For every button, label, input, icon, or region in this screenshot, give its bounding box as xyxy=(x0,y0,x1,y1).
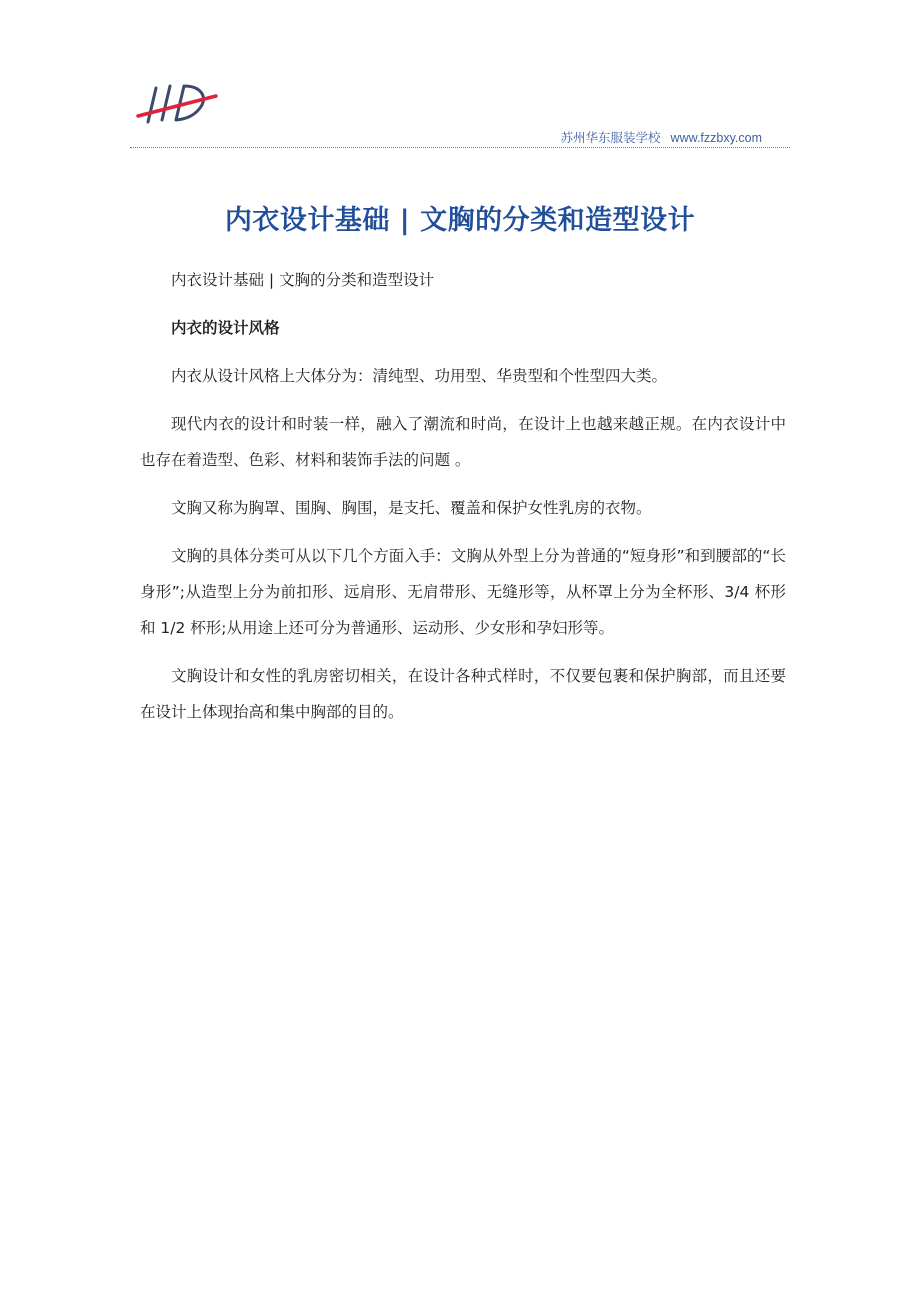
section-heading: 内衣的设计风格 xyxy=(171,319,280,337)
paragraph: 现代内衣的设计和时装一样，融入了潮流和时尚，在设计上也越来越正规。在内衣设计中也存在着造型、色彩、材料和装饰手法的问题 。 xyxy=(140,415,786,469)
paragraph: 内衣从设计风格上大体分为：清纯型、功用型、华贵型和个性型四大类。 xyxy=(171,367,668,385)
school-name: 苏州华东服装学校 xyxy=(560,130,661,145)
paragraph: 文胸的具体分类可从以下几个方面入手：文胸从外型上分为普通的“短身形”和到腰部的“长身形”;从造型上分为前扣形、远肩形、无肩带形、无缝形等，从杯罩上分为全杯形、3/4 杯形和 1/2 杯形;从用途上还可分为普通形、运动形、少女形和孕妇形等。 xyxy=(140,547,786,637)
hd-logo-icon xyxy=(136,76,220,132)
page-title: 内衣设计基础 | 文胸的分类和造型设计 xyxy=(224,205,696,236)
paragraph: 文胸设计和女性的乳房密切相关，在设计各种式样时，不仅要包裹和保护胸部，而且还要在设计上体现抬高和集中胸部的目的。 xyxy=(140,667,786,721)
school-website-link[interactable]: www.fzzbxy.com xyxy=(670,131,762,145)
paragraph-subtitle: 内衣设计基础 | 文胸的分类和造型设计 xyxy=(171,271,435,289)
document-body xyxy=(140,262,786,742)
paragraph: 文胸又称为胸罩、围胸、胸围，是支托、覆盖和保护女性乳房的衣物。 xyxy=(171,499,652,517)
header-divider xyxy=(130,147,790,148)
header-info xyxy=(561,128,762,146)
